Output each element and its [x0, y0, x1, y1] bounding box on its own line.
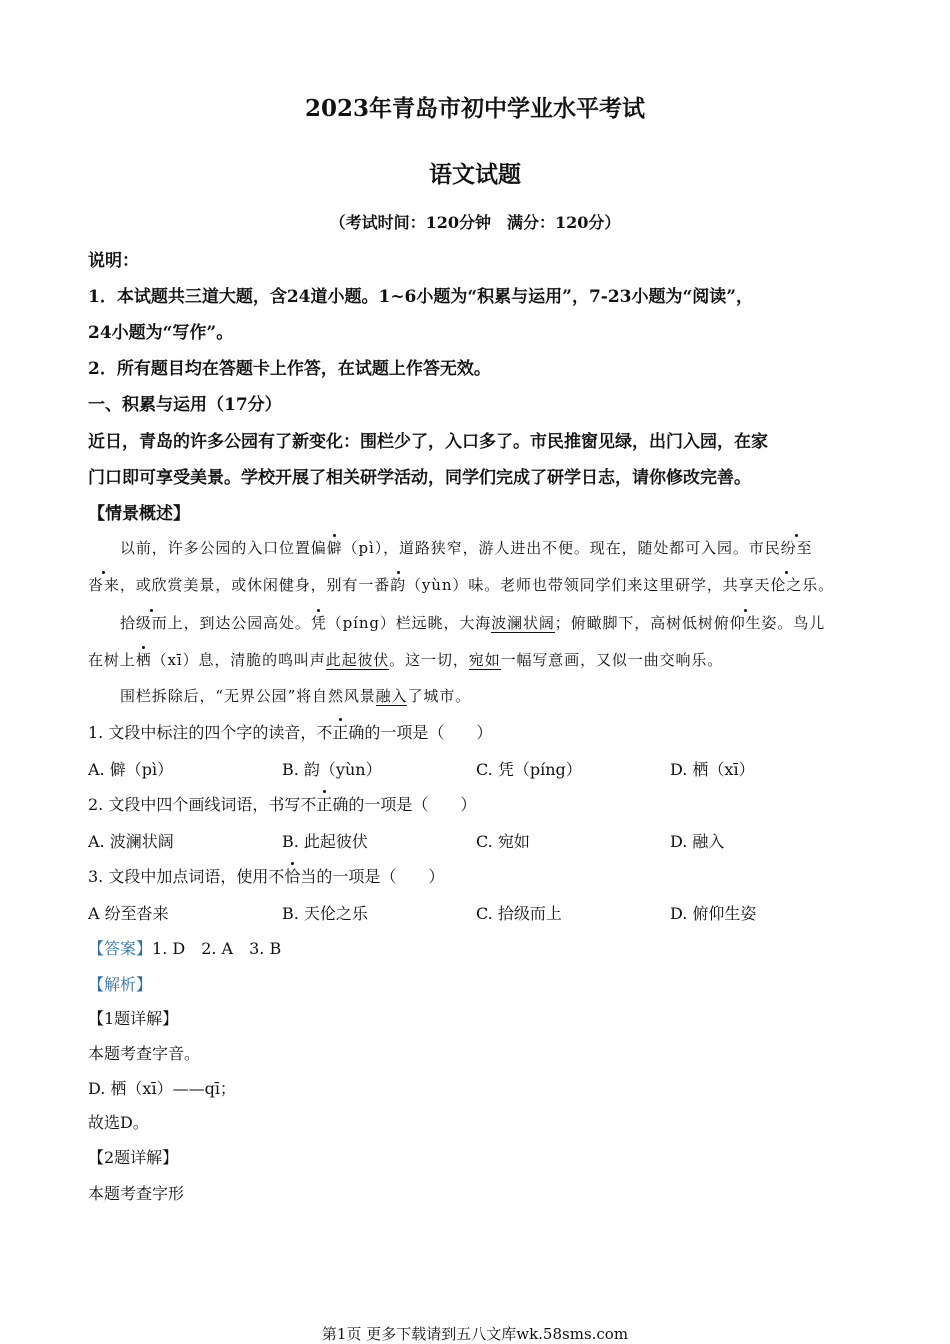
- question-text: 的一项是（ ）: [348, 795, 477, 814]
- emphasis-word: 不正确: [300, 795, 349, 814]
- passage-text: （pì），道路狭窄，游人进出不便。现在，随处都可入园。市民: [342, 539, 781, 557]
- dotted-char: 僻: [326, 539, 343, 557]
- q1-detail-line-3: 故选D。: [88, 1113, 149, 1132]
- passage-text: 。鸟儿: [777, 614, 826, 632]
- q2-detail-heading: 【2题详解】: [88, 1148, 179, 1167]
- dotted-char: 栖: [135, 651, 152, 669]
- passage-text: （xī）息，清脆的鸣叫声: [151, 651, 326, 669]
- emphasis-word: 不恰当: [268, 867, 317, 886]
- exam-title: 2023年青岛市初中学业水平考试: [304, 95, 645, 122]
- option-c: C. 凭（píng）: [476, 760, 582, 779]
- instructions-heading: 说明：: [88, 251, 139, 271]
- instruction-1a: 1．本试题共三道大题，含24道小题。1~6小题为“积累与运用”，7-23小题为“阅读”，: [88, 287, 754, 307]
- q1-detail-heading: 【1题详解】: [88, 1009, 179, 1028]
- question-text: 的一项是（ ）: [364, 723, 493, 742]
- question-text: 的一项是（ ）: [316, 867, 445, 886]
- option-a: A. 僻（pì）: [88, 760, 174, 779]
- option-c: C. 宛如: [476, 832, 530, 851]
- option-c: C. 拾级而上: [476, 904, 562, 923]
- dotted-word: 纷至: [780, 539, 813, 557]
- dotted-word: 沓来: [88, 576, 120, 594]
- dotted-char: 凭: [310, 614, 327, 632]
- question-text: 3. 文段中加点词语，使用: [88, 867, 269, 886]
- passage-text: ，或欣赏美景，或休闲健身，别有一番: [119, 576, 391, 594]
- question-3-stem: [88, 864, 868, 887]
- passage-line-3: [120, 612, 900, 633]
- q1-detail-line-2: D. 栖（xī）——qī；: [88, 1079, 236, 1098]
- option-d: D. 俯仰生姿: [670, 904, 757, 923]
- question-3-options: [88, 901, 868, 923]
- underlined-word: 波澜状阔: [491, 614, 555, 632]
- analysis-label: 【解析】: [88, 975, 153, 994]
- passage-text: 。: [818, 576, 835, 594]
- passage-text: ，到达公园高处。: [183, 614, 311, 632]
- passage-text: （píng）栏远眺，大海: [326, 614, 492, 632]
- underlined-word: 融入: [375, 687, 408, 705]
- passage-text: ；俯瞰脚下，高树低树: [554, 614, 714, 632]
- passage-text: 一幅写意画，又似一曲交响乐。: [500, 651, 724, 669]
- question-text: 1. 文段中标注的四个字的读音，: [88, 723, 317, 742]
- exam-meta: （考试时间：120分钟 满分：120分）: [329, 213, 621, 232]
- dotted-char: 韵: [390, 576, 407, 594]
- option-b: B. 此起彼伏: [282, 832, 368, 851]
- passage-text: 在树上: [88, 651, 136, 669]
- underlined-word: 宛如: [468, 651, 501, 669]
- option-d: D. 融入: [670, 832, 725, 851]
- passage-line-2: [88, 574, 868, 595]
- question-1-stem: [88, 720, 868, 743]
- option-b: B. 天伦之乐: [282, 904, 368, 923]
- dotted-word: 俯仰生姿: [713, 614, 778, 632]
- passage-text: （yùn）味。老师也带领同学们来这里研学，共享: [406, 576, 755, 594]
- section-intro-a: 近日，青岛的许多公园有了新变化：围栏少了，入口多了。市民推窗见绿，出门入园，在家: [88, 432, 768, 452]
- answer-line: [88, 936, 868, 959]
- option-a: A. 波澜状阔: [88, 832, 174, 851]
- emphasis-word: 不正确: [316, 723, 365, 742]
- passage-text: 以前，许多公园的入口位置偏: [120, 539, 327, 557]
- passage-line-4: [88, 649, 868, 670]
- passage-text: 围栏拆除后，“无界公园”将自然风景: [120, 687, 376, 705]
- option-d: D. 栖（xī）: [670, 760, 755, 779]
- passage-heading: 【情景概述】: [88, 504, 190, 524]
- option-b: B. 韵（yùn）: [282, 760, 382, 779]
- page-footer: 第1页 更多下载请到五八文库wk.58sms.com: [321, 1325, 629, 1343]
- option-a: A 纷至沓来: [88, 904, 169, 923]
- passage-text: 了城市。: [407, 687, 472, 705]
- section-intro-b: 门口即可享受美景。学校开展了相关研学活动，同学们完成了研学日志，请你修改完善。: [88, 468, 751, 488]
- question-2-options: [88, 829, 868, 851]
- passage-text: 。这一切，: [389, 651, 469, 669]
- answer-label: 【答案】: [88, 939, 153, 958]
- dotted-word: 拾级而上: [120, 614, 184, 632]
- q1-detail-line-1: 本题考查字音。: [88, 1044, 201, 1063]
- dotted-word: 天伦之乐: [754, 576, 819, 594]
- passage-line-1: [120, 537, 900, 558]
- underlined-word: 此起彼伏: [325, 651, 390, 669]
- answer-text: 1. D 2. A 3. B: [152, 939, 282, 958]
- instruction-2: 2．所有题目均在答题卡上作答，在试题上作答无效。: [88, 359, 491, 379]
- question-text: 2. 文段中四个画线词语，书写: [88, 795, 301, 814]
- question-2-stem: [88, 792, 868, 815]
- exam-subject: 语文试题: [429, 161, 521, 188]
- q2-detail-line-1: 本题考查字形: [88, 1184, 185, 1203]
- question-1-options: [88, 757, 868, 779]
- section-heading: 一、积累与运用（17分）: [88, 395, 282, 415]
- passage-line-5: [120, 685, 900, 706]
- instruction-1b: 24小题为“写作”。: [88, 323, 234, 343]
